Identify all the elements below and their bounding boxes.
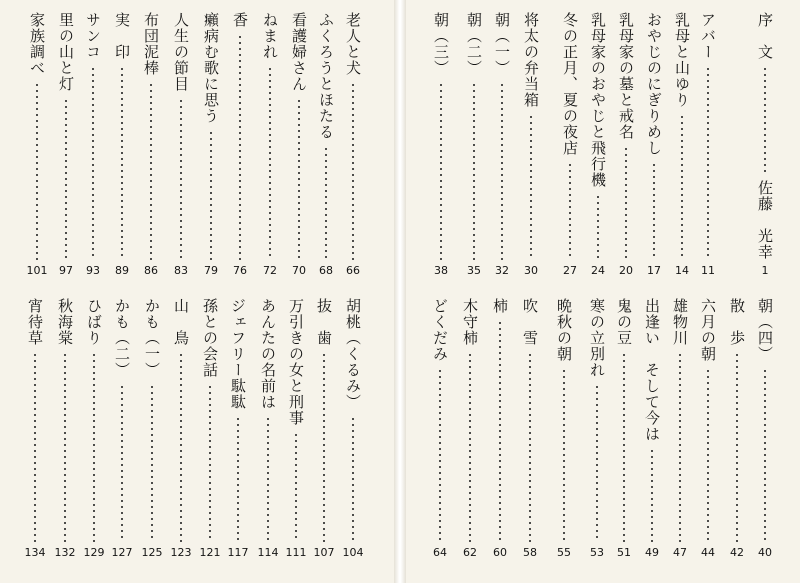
- dot-leader: [653, 162, 655, 260]
- dot-leader: [239, 34, 241, 260]
- toc-page-number: 127: [111, 546, 133, 559]
- toc-entry: [585, 298, 609, 560]
- toc-page-number: 83: [174, 264, 188, 277]
- toc-entry: [25, 12, 49, 278]
- dot-leader: [210, 130, 212, 260]
- toc-page-number: 101: [26, 264, 48, 277]
- toc-title: 雄物川: [671, 298, 689, 346]
- toc-title: 孫との会話: [201, 298, 219, 378]
- toc-entry: [314, 12, 338, 278]
- toc-page-number: 66: [346, 264, 360, 277]
- toc-page-number: 132: [54, 546, 76, 559]
- toc-entry: [668, 298, 692, 560]
- toc-title: 万引きの女と刑事: [287, 298, 305, 426]
- dot-leader: [707, 66, 709, 260]
- toc-title: 里の山と灯: [57, 12, 75, 92]
- toc-entry: [312, 298, 336, 560]
- toc-page-number: 97: [59, 264, 73, 277]
- toc-title: 家族調べ: [28, 12, 46, 76]
- dot-leader: [501, 82, 503, 260]
- toc-title: 朝（三）: [432, 12, 450, 76]
- toc-entry: [458, 298, 482, 560]
- dot-leader: [323, 352, 325, 542]
- toc-entry: [519, 12, 543, 278]
- toc-entry: [284, 298, 308, 560]
- toc-page-number: 27: [563, 264, 577, 277]
- dot-leader: [569, 162, 571, 260]
- dot-leader: [651, 448, 653, 542]
- toc-entry: [428, 298, 452, 560]
- toc-title: 人生の節目: [172, 12, 190, 92]
- dot-leader: [180, 98, 182, 260]
- toc-entry: [640, 298, 664, 560]
- right-page: [406, 0, 800, 583]
- toc-entry: [287, 12, 311, 278]
- toc-title: 朝（一）: [493, 12, 511, 76]
- toc-entry: [341, 298, 365, 560]
- toc-title: どくだみ: [431, 298, 449, 362]
- toc-title: 吹 雪: [521, 298, 539, 346]
- dot-leader: [298, 98, 300, 260]
- dot-leader: [209, 384, 211, 542]
- toc-entry: [198, 298, 222, 560]
- dot-leader: [36, 82, 38, 260]
- toc-title: 宵待草: [26, 298, 44, 346]
- dot-leader: [267, 416, 269, 542]
- toc-entry: [140, 298, 164, 560]
- toc-title: 秋海棠: [56, 298, 74, 346]
- toc-title: かも（一）: [143, 298, 161, 378]
- toc-entry: [23, 298, 47, 560]
- toc-title: 老人と犬: [344, 12, 362, 76]
- toc-entry: [488, 298, 512, 560]
- toc-entry: [490, 12, 514, 278]
- toc-title: 胡桃（くるみ）: [344, 298, 362, 410]
- toc-entry: [169, 12, 193, 278]
- toc-page-number: 32: [495, 264, 509, 277]
- dot-leader: [473, 82, 475, 260]
- dot-leader: [679, 352, 681, 542]
- toc-title: 乳母家のおやじと飛行機: [589, 12, 607, 188]
- dot-leader: [93, 352, 95, 542]
- dot-leader: [439, 368, 441, 542]
- toc-page-number: 35: [467, 264, 481, 277]
- dot-leader: [352, 82, 354, 260]
- toc-title: 冬の正月、夏の夜店: [561, 12, 579, 156]
- toc-entry: [725, 298, 749, 560]
- dot-leader: [764, 66, 766, 176]
- toc-page-number: 17: [647, 264, 661, 277]
- toc-page-number: 42: [730, 546, 744, 559]
- toc-title: 柿: [491, 298, 509, 314]
- dot-leader: [92, 66, 94, 260]
- toc-entry: [341, 12, 365, 278]
- toc-title: サンコ: [84, 12, 102, 60]
- dot-leader: [597, 194, 599, 260]
- toc-entry: [169, 298, 193, 560]
- toc-entry: [612, 298, 636, 560]
- toc-page-number: 53: [590, 546, 604, 559]
- dot-leader: [469, 352, 471, 542]
- toc-title: 実 印: [113, 12, 131, 60]
- toc-page-number: 123: [170, 546, 192, 559]
- toc-title: 六月の朝: [699, 298, 717, 362]
- dot-leader: [440, 82, 442, 260]
- dot-leader: [499, 320, 501, 542]
- toc-page-number: 121: [199, 546, 221, 559]
- toc-title: 散 歩: [728, 298, 746, 346]
- toc-page-number: 58: [523, 546, 537, 559]
- dot-leader: [529, 352, 531, 542]
- toc-entry: [696, 298, 720, 560]
- toc-title: 序 文: [756, 12, 774, 60]
- toc-page-number: 134: [24, 546, 46, 559]
- toc-entry: [558, 12, 582, 278]
- toc-title: 鬼の豆: [615, 298, 633, 346]
- toc-title: 出逢い そして今は: [643, 298, 661, 442]
- toc-title: 癩病む歌に思う: [202, 12, 220, 124]
- toc-entry: [696, 12, 720, 278]
- toc-page-number: 44: [701, 546, 715, 559]
- toc-entry: [256, 298, 280, 560]
- toc-title: 看護婦さん: [290, 12, 308, 92]
- toc-entry: [753, 12, 777, 278]
- toc-page-number: 70: [292, 264, 306, 277]
- toc-entry: [429, 12, 453, 278]
- dot-leader: [764, 368, 766, 542]
- dot-leader: [269, 66, 271, 260]
- toc-title: ねまれ: [261, 12, 279, 60]
- dot-leader: [121, 384, 123, 542]
- toc-page-number: 104: [342, 546, 364, 559]
- toc-page-number: 107: [313, 546, 335, 559]
- dot-leader: [681, 114, 683, 260]
- toc-title: ジェフリー駄駄: [229, 298, 247, 410]
- toc-page-number: 49: [645, 546, 659, 559]
- toc-title: かも（二）: [113, 298, 131, 378]
- dot-leader: [352, 416, 354, 542]
- dot-leader: [596, 384, 598, 542]
- toc-entry: [139, 12, 163, 278]
- toc-page-number: 30: [524, 264, 538, 277]
- dot-leader: [34, 352, 36, 542]
- toc-title: あんたの名前は: [259, 298, 277, 410]
- toc-title: 朝（二）: [465, 12, 483, 76]
- toc-page-number: 125: [141, 546, 163, 559]
- toc-page-number: 64: [433, 546, 447, 559]
- dot-leader: [623, 352, 625, 542]
- toc-entry: [228, 12, 252, 278]
- toc-entry: [199, 12, 223, 278]
- toc-page-number: 79: [204, 264, 218, 277]
- toc-page-number: 40: [758, 546, 772, 559]
- toc-entry: [552, 298, 576, 560]
- toc-page-number: 24: [591, 264, 605, 277]
- dot-leader: [237, 416, 239, 542]
- dot-leader: [563, 368, 565, 542]
- toc-page-number: 68: [319, 264, 333, 277]
- toc-entry: [82, 298, 106, 560]
- toc-entry: [462, 12, 486, 278]
- dot-leader: [121, 66, 123, 260]
- dot-leader: [180, 352, 182, 542]
- toc-entry: [258, 12, 282, 278]
- toc-page-number: 72: [263, 264, 277, 277]
- toc-entry: [586, 12, 610, 278]
- toc-title: 寒の立別れ: [588, 298, 606, 378]
- dot-leader: [325, 146, 327, 260]
- toc-page-number: 60: [493, 546, 507, 559]
- dot-leader: [295, 432, 297, 542]
- toc-page-number: 55: [557, 546, 571, 559]
- toc-page-number: 38: [434, 264, 448, 277]
- toc-title: 抜 歯: [315, 298, 333, 346]
- toc-title: ひばり: [85, 298, 103, 346]
- toc-title: ふくろうとほたる: [317, 12, 335, 140]
- toc-page-number: 51: [617, 546, 631, 559]
- toc-entry: [226, 298, 250, 560]
- dot-leader: [64, 352, 66, 542]
- dot-leader: [65, 98, 67, 260]
- toc-entry: [753, 298, 777, 560]
- toc-page-number: 93: [86, 264, 100, 277]
- toc-title: 香: [231, 12, 249, 28]
- toc-title: 乳母家の墓と戒名: [617, 12, 635, 140]
- toc-page-number: 117: [227, 546, 249, 559]
- toc-page-number: 11: [701, 264, 715, 277]
- toc-title: 布団泥棒: [142, 12, 160, 76]
- toc-page-number: 62: [463, 546, 477, 559]
- toc-title: おやじのにぎりめし: [645, 12, 663, 156]
- toc-title: 朝（四）: [756, 298, 774, 362]
- toc-title: アバー: [699, 12, 717, 60]
- toc-entry: [518, 298, 542, 560]
- toc-entry: [54, 12, 78, 278]
- toc-title: 乳母と山ゆり: [673, 12, 691, 108]
- toc-entry: [670, 12, 694, 278]
- toc-page-number: 1: [761, 264, 769, 277]
- toc-title: 木守柿: [461, 298, 479, 346]
- toc-page-number: 20: [619, 264, 633, 277]
- toc-entry: [81, 12, 105, 278]
- dot-leader: [625, 146, 627, 260]
- gutter: [394, 0, 406, 583]
- dot-leader: [530, 114, 532, 260]
- toc-entry: [53, 298, 77, 560]
- toc-page-number: 129: [83, 546, 105, 559]
- toc-page-number: 14: [675, 264, 689, 277]
- left-page: [0, 0, 394, 583]
- dot-leader: [150, 82, 152, 260]
- toc-title: 将太の弁当箱: [522, 12, 540, 108]
- dot-leader: [736, 352, 738, 542]
- toc-page-number: 86: [144, 264, 158, 277]
- dot-leader: [707, 368, 709, 542]
- toc-page-number: 89: [115, 264, 129, 277]
- toc-entry: [110, 12, 134, 278]
- dot-leader: [151, 384, 153, 542]
- toc-title: 晩秋の朝: [555, 298, 573, 362]
- toc-page-number: 111: [285, 546, 307, 559]
- toc-title: 山 鳥: [172, 298, 190, 346]
- toc-page-number: 76: [233, 264, 247, 277]
- toc-page-number: 114: [257, 546, 279, 559]
- toc-author: 佐藤 光幸: [756, 180, 774, 260]
- toc-page-number: 47: [673, 546, 687, 559]
- toc-entry: [642, 12, 666, 278]
- toc-entry: [110, 298, 134, 560]
- toc-entry: [614, 12, 638, 278]
